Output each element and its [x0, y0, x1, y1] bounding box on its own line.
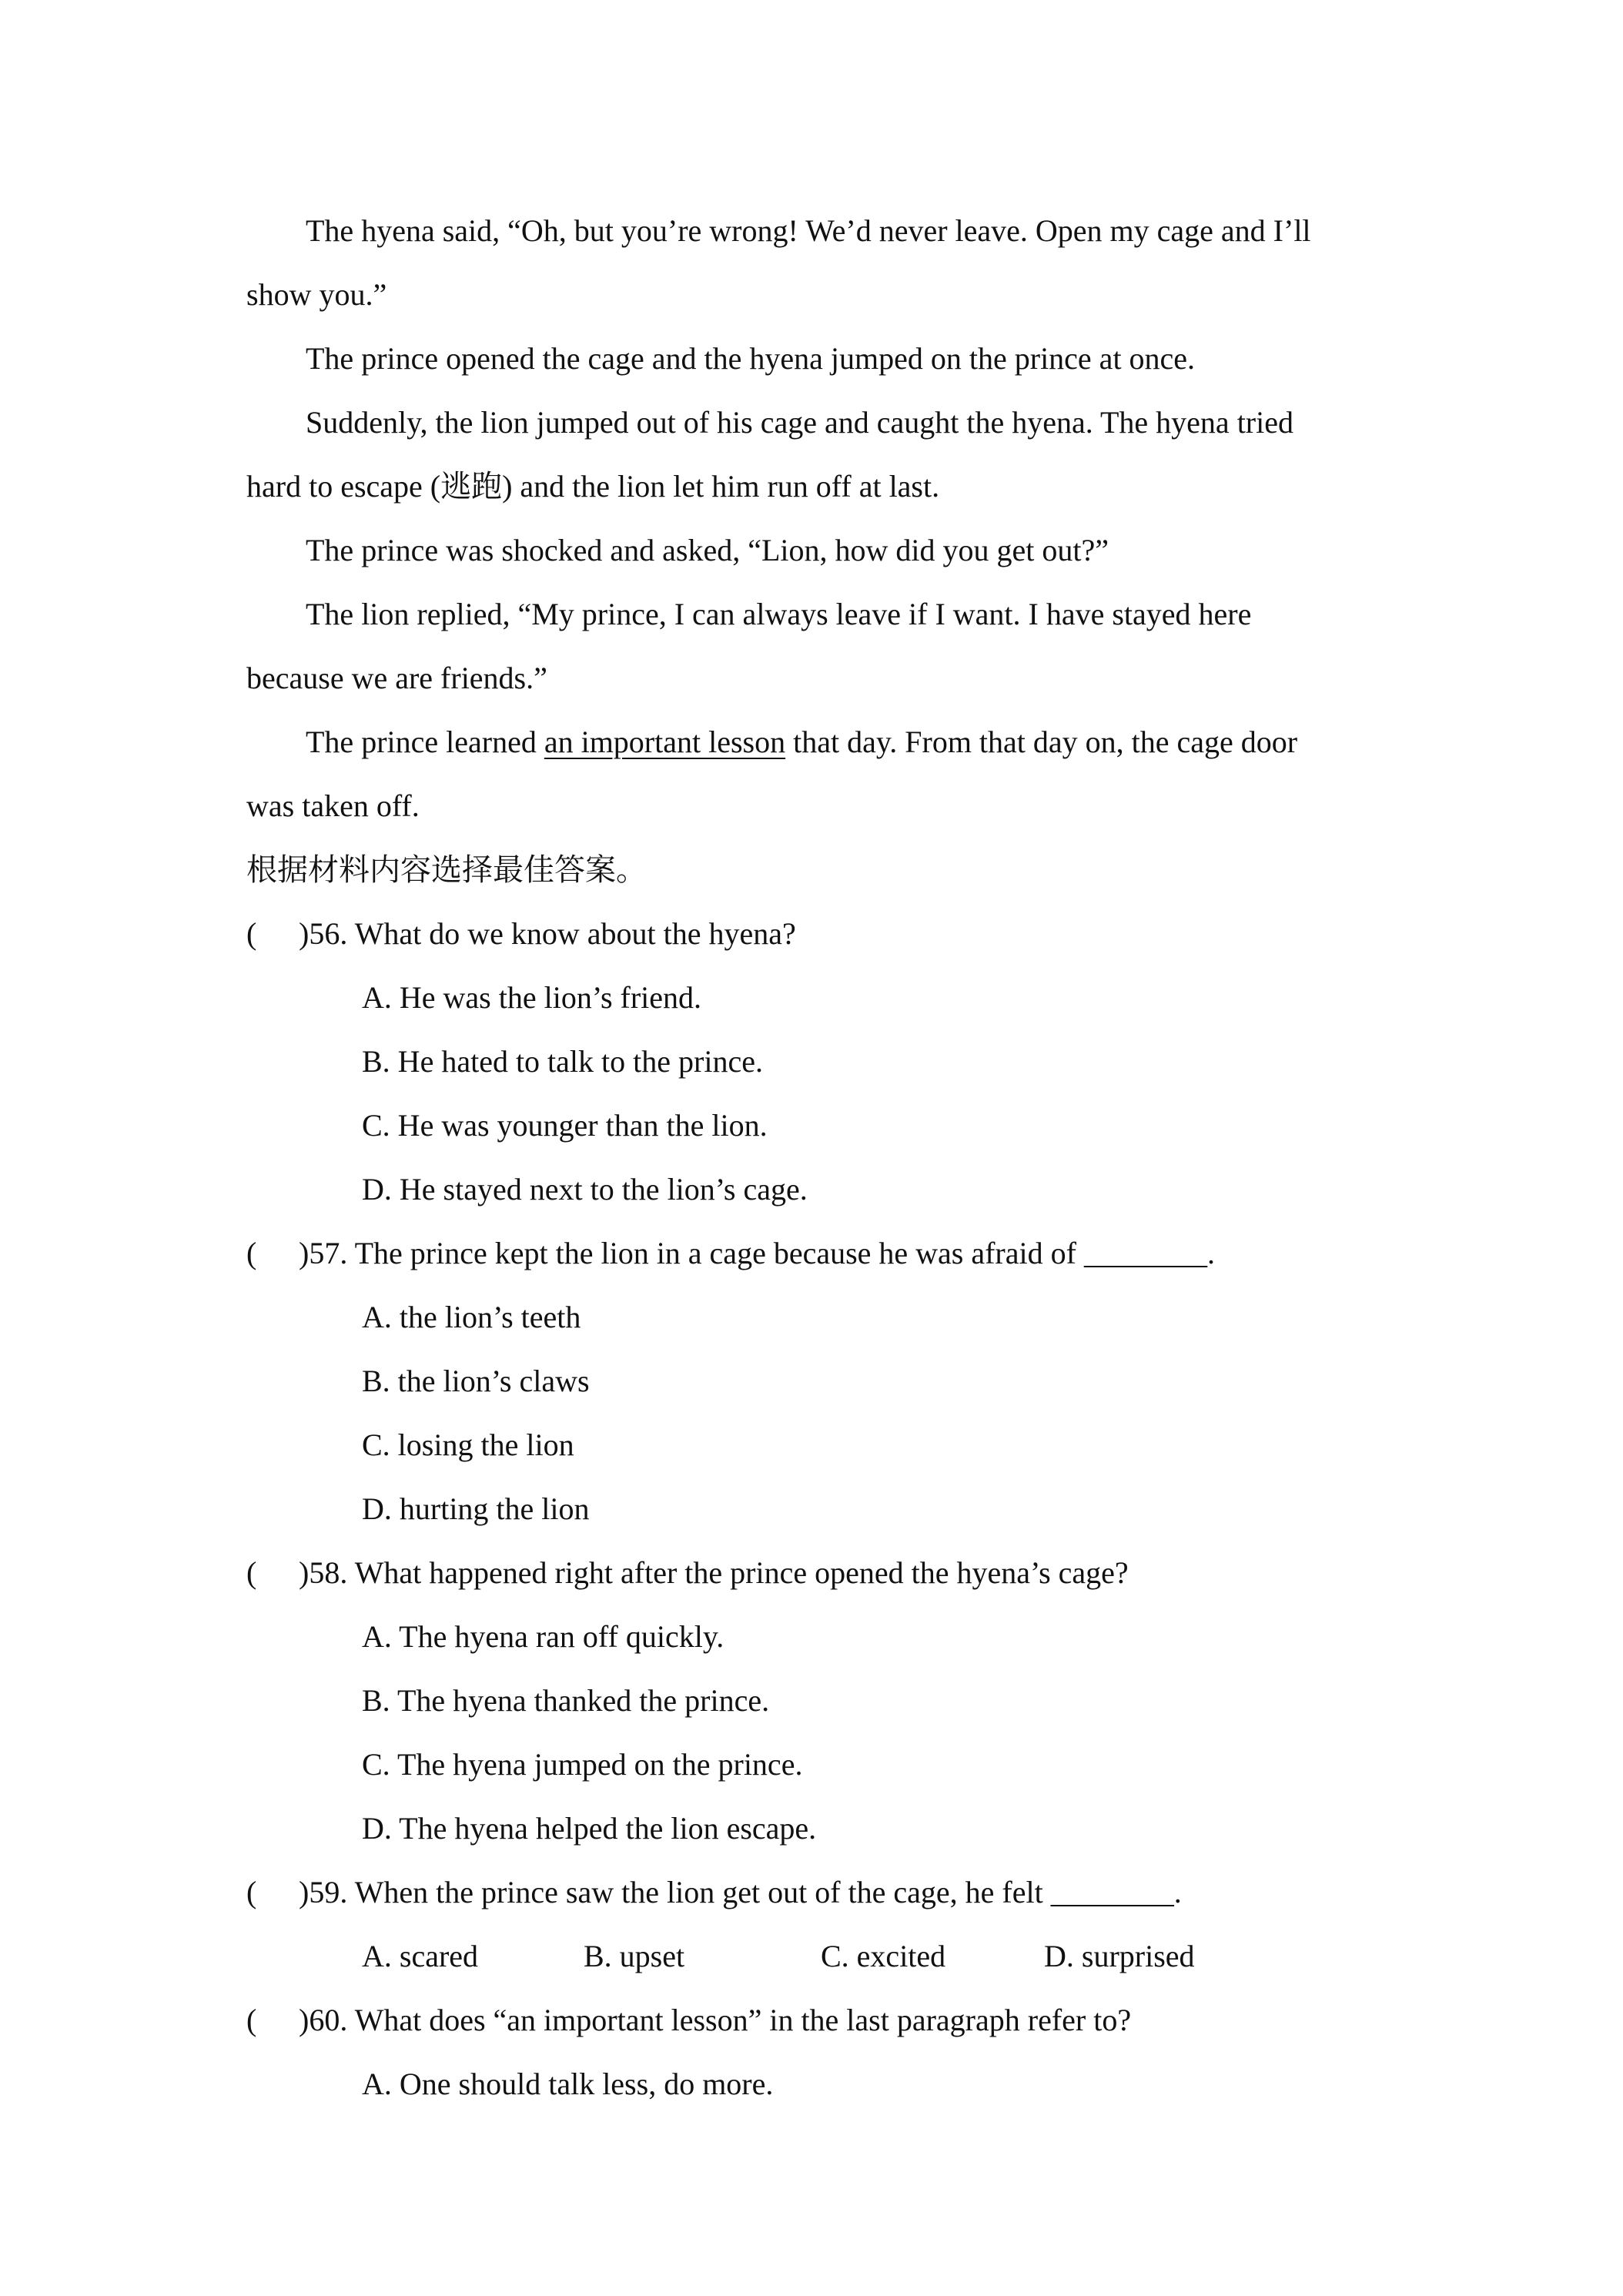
option-c: C. losing the lion: [362, 1427, 574, 1462]
option-b: B. the lion’s claws: [362, 1364, 590, 1398]
question-stem: )56. What do we know about the hyena?: [299, 916, 796, 951]
option-d: D. The hyena helped the lion escape.: [362, 1811, 817, 1846]
option-a: A. scared: [362, 1939, 479, 1973]
option-b: B. The hyena thanked the prince.: [362, 1683, 770, 1718]
passage-paragraph-3-line-2: hard to escape (逃跑) and the lion let him run off at last.: [246, 469, 940, 504]
passage-paragraph-1-line-2: show you.”: [246, 277, 387, 312]
option-d: D. He stayed next to the lion’s cage.: [362, 1172, 808, 1207]
question-stem: )60. What does “an important lesson” in the last paragraph refer to?: [299, 2003, 1132, 2037]
option-c: C. excited: [821, 1939, 946, 1973]
paragraph-6-tail: that day. From that day on, the cage door: [785, 725, 1298, 759]
answer-blank-open-paren: (: [246, 1555, 257, 1590]
option-a: A. the lion’s teeth: [362, 1300, 581, 1334]
answer-blank-open-paren: (: [246, 916, 257, 951]
option-a: A. The hyena ran off quickly.: [362, 1619, 724, 1654]
question-stem: )58. What happened right after the prince opened the hyena’s cage?: [299, 1555, 1129, 1590]
answer-blank-open-paren: (: [246, 2003, 257, 2037]
passage-paragraph-1-line-1: The hyena said, “Oh, but you’re wrong! We’d never leave. Open my cage and I’ll: [306, 213, 1311, 248]
question-instruction: 根据材料内容选择最佳答案。: [246, 852, 647, 887]
option-b: B. upset: [584, 1939, 685, 1973]
underlined-phrase: an important lesson: [544, 725, 786, 759]
option-d: D. hurting the lion: [362, 1491, 590, 1526]
passage-paragraph-5-line-2: because we are friends.”: [246, 661, 547, 695]
passage-paragraph-6-line-2: was taken off.: [246, 788, 420, 823]
passage-paragraph-3-line-1: Suddenly, the lion jumped out of his cage and caught the hyena. The hyena tried: [306, 405, 1293, 440]
option-a: A. One should talk less, do more.: [362, 2067, 774, 2101]
passage-paragraph-6-line-1: [306, 724, 1297, 761]
option-c: C. The hyena jumped on the prince.: [362, 1747, 803, 1782]
question-stem: )59. When the prince saw the lion get out of the cage, he felt ________.: [299, 1875, 1182, 1909]
option-a: A. He was the lion’s friend.: [362, 980, 702, 1015]
passage-paragraph-5-line-1: The lion replied, “My prince, I can always leave if I want. I have stayed here: [306, 597, 1252, 631]
option-b: B. He hated to talk to the prince.: [362, 1044, 763, 1079]
passage-paragraph-4: The prince was shocked and asked, “Lion, how did you get out?”: [306, 533, 1109, 567]
option-c: C. He was younger than the lion.: [362, 1108, 768, 1143]
answer-blank-open-paren: (: [246, 1875, 257, 1909]
question-stem: )57. The prince kept the lion in a cage because he was afraid of ________.: [299, 1236, 1215, 1270]
passage-paragraph-2: The prince opened the cage and the hyena jumped on the prince at once.: [306, 341, 1196, 376]
answer-blank-open-paren: (: [246, 1236, 257, 1270]
paragraph-6-lead: The prince learned: [306, 725, 544, 759]
option-d: D. surprised: [1044, 1939, 1195, 1973]
